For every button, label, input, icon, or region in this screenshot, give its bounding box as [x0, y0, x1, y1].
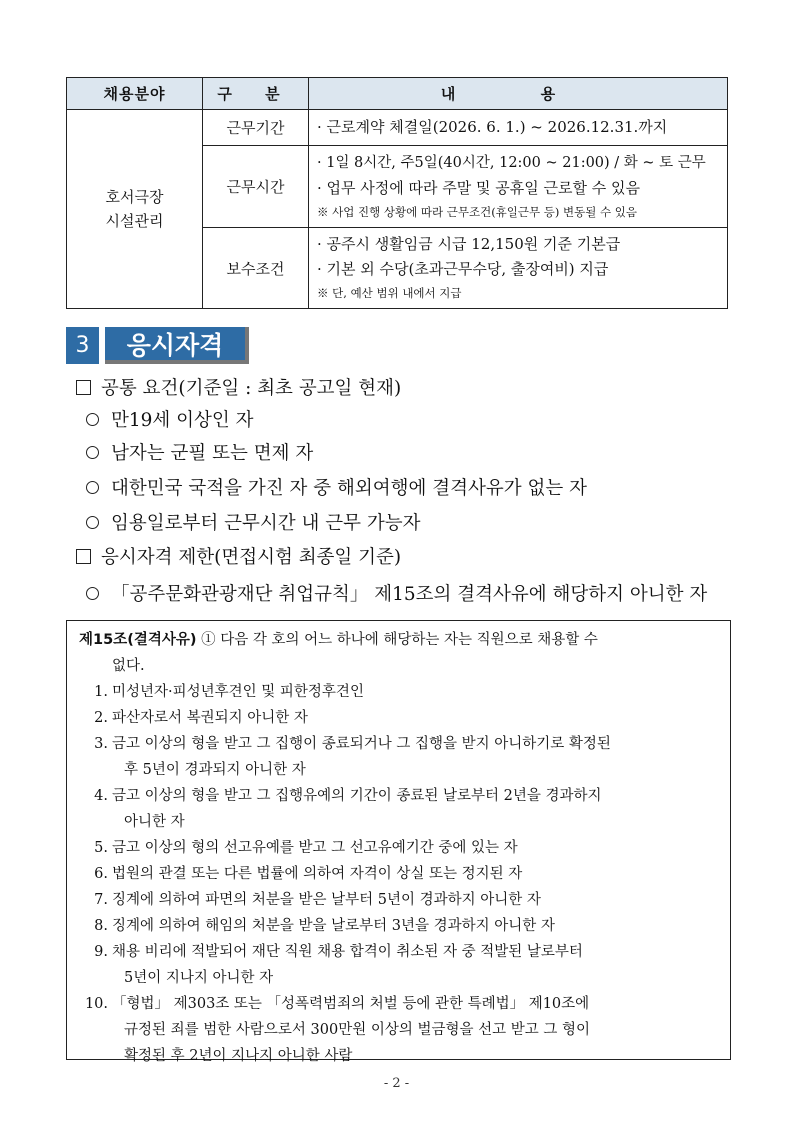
list-item [79, 783, 720, 809]
item-number: 7. [94, 892, 108, 908]
item-number: 8. [94, 918, 108, 934]
content-line: · 1일 8시간, 주5일(40시간, 12:00 ~ 21:00) / 화 ~ 토 근무 [317, 154, 706, 171]
item-continuation: 아니한 자 [124, 814, 185, 830]
table-row [67, 110, 728, 146]
content-line: · 근로계약 체결일(2026. 6. 1.) ~ 2026.12.31.까지 [317, 118, 668, 136]
list-item [86, 406, 254, 432]
article-intro [79, 627, 720, 653]
circle-bullet-icon [86, 587, 99, 600]
job-field-cell [67, 110, 203, 309]
content-line: · 기본 외 수당(초과근무수당, 출장여비) 지급 [317, 260, 609, 278]
job-field-line: 시설관리 [105, 212, 164, 230]
content-note: ※ 사업 진행 상황에 따라 근무조건(휴일근무 등) 변동될 수 있음 [317, 204, 637, 219]
section-heading [66, 327, 249, 364]
article-title: 제15조(결격사유) [79, 632, 197, 648]
article-intro-text: ① 다음 각 호의 어느 하나에 해당하는 자는 직원으로 채용할 수 [201, 632, 598, 648]
employment-conditions-table [66, 77, 728, 309]
item-continuation: 5년이 지나지 아니한 자 [124, 970, 274, 986]
article-box [66, 620, 731, 1064]
content-line: · 업무 사정에 따라 주말 및 공휴일 근로할 수 있음 [317, 178, 640, 197]
circle-bullet-icon [86, 481, 99, 494]
item-number: 3. [94, 736, 108, 752]
list-item [86, 439, 313, 465]
item-number: 5. [94, 840, 108, 856]
row-content [309, 110, 728, 146]
item-number: 2. [94, 710, 108, 726]
list-item [79, 835, 720, 861]
row-content [309, 146, 728, 228]
item-continuation: 규정된 죄를 범한 사람으로서 300만원 이상의 벌금형을 선고 받고 그 형이 [124, 1022, 590, 1038]
item-number: 10. [84, 996, 108, 1012]
row-label: 근무기간 [203, 110, 309, 146]
list-item [79, 679, 720, 705]
item-text: 파산자로서 복권되지 아니한 자 [112, 710, 308, 726]
item-text: 「공주문화관광재단 취업규칙」 제15조의 결격사유에 해당하지 아니한 자 [111, 584, 708, 605]
row-label: 근무시간 [203, 146, 309, 228]
list-item [79, 705, 720, 731]
item-text: 만19세 이상인 자 [111, 410, 254, 431]
item-number: 1. [94, 684, 108, 700]
circle-bullet-icon [86, 413, 99, 426]
list-item [79, 731, 720, 757]
restriction-heading [76, 543, 401, 569]
item-text: 대한민국 국적을 가진 자 중 해외여행에 결격사유가 없는 자 [111, 478, 587, 499]
item-text: 임용일로부터 근무시간 내 근무 가능자 [111, 513, 421, 534]
circle-bullet-icon [86, 446, 99, 459]
list-item [79, 861, 720, 887]
item-text: 징계에 의하여 해임의 처분을 받을 날로부터 3년을 경과하지 아니한 자 [112, 918, 555, 934]
heading-text: 응시자격 제한(면접시험 최종일 기준) [101, 547, 402, 568]
item-text: 금고 이상의 형을 받고 그 집행유예의 기간이 종료된 날로부터 2년을 경과하지 [112, 788, 602, 804]
section-number: 3 [66, 327, 99, 364]
page-number: - 2 - [383, 1076, 410, 1091]
row-content [309, 228, 728, 309]
job-field-line: 호서극장 [105, 188, 164, 206]
common-requirements-heading [76, 374, 401, 400]
item-text: 금고 이상의 형의 선고유예를 받고 그 선고유예기간 중에 있는 자 [112, 840, 518, 856]
circle-bullet-icon [86, 516, 99, 529]
header-category: 구 분 [203, 78, 309, 110]
content-line: · 공주시 생활임금 시급 12,150원 기준 기본급 [317, 235, 621, 253]
item-number: 9. [94, 944, 108, 960]
table-header-row [67, 78, 728, 110]
header-content: 내 용 [309, 78, 728, 110]
article-intro-cont: 없다. [112, 658, 145, 674]
list-item [79, 991, 720, 1017]
item-continuation: 후 5년이 경과되지 아니한 자 [124, 762, 306, 778]
item-number: 4. [94, 788, 108, 804]
item-text: 채용 비리에 적발되어 재단 직원 채용 합격이 취소된 자 중 적발된 날로부터 [112, 944, 583, 960]
list-item [86, 580, 707, 606]
item-continuation: 확정된 후 2년이 지나지 아니한 사람 [124, 1048, 353, 1064]
row-label: 보수조건 [203, 228, 309, 309]
item-text: 남자는 군필 또는 면제 자 [111, 443, 314, 464]
item-text: 징계에 의하여 파면의 처분을 받은 날부터 5년이 경과하지 아니한 자 [112, 892, 541, 908]
section-title: 응시자격 [105, 327, 249, 364]
list-item [86, 509, 420, 535]
item-number: 6. [94, 866, 108, 882]
content-note: ※ 단, 예산 범위 내에서 지급 [317, 286, 462, 300]
list-item [79, 913, 720, 939]
checkbox-square-icon [76, 549, 91, 564]
checkbox-square-icon [76, 380, 91, 395]
item-text: 법원의 관결 또는 다른 법률에 의하여 자격이 상실 또는 정지된 자 [112, 866, 523, 882]
item-text: 「형법」 제303조 또는 「성폭력범죄의 처벌 등에 관한 특례법」 제10조에 [112, 996, 590, 1012]
item-text: 금고 이상의 형을 받고 그 집행이 종료되거나 그 집행을 받지 아니하기로 확정된 [112, 736, 611, 752]
heading-text: 공통 요건(기준일 : 최초 공고일 현재) [101, 378, 402, 399]
list-item [79, 887, 720, 913]
list-item [79, 939, 720, 965]
item-text: 미성년자·피성년후견인 및 피한정후견인 [112, 684, 364, 700]
list-item [86, 474, 587, 500]
header-field: 채용분야 [67, 78, 203, 110]
